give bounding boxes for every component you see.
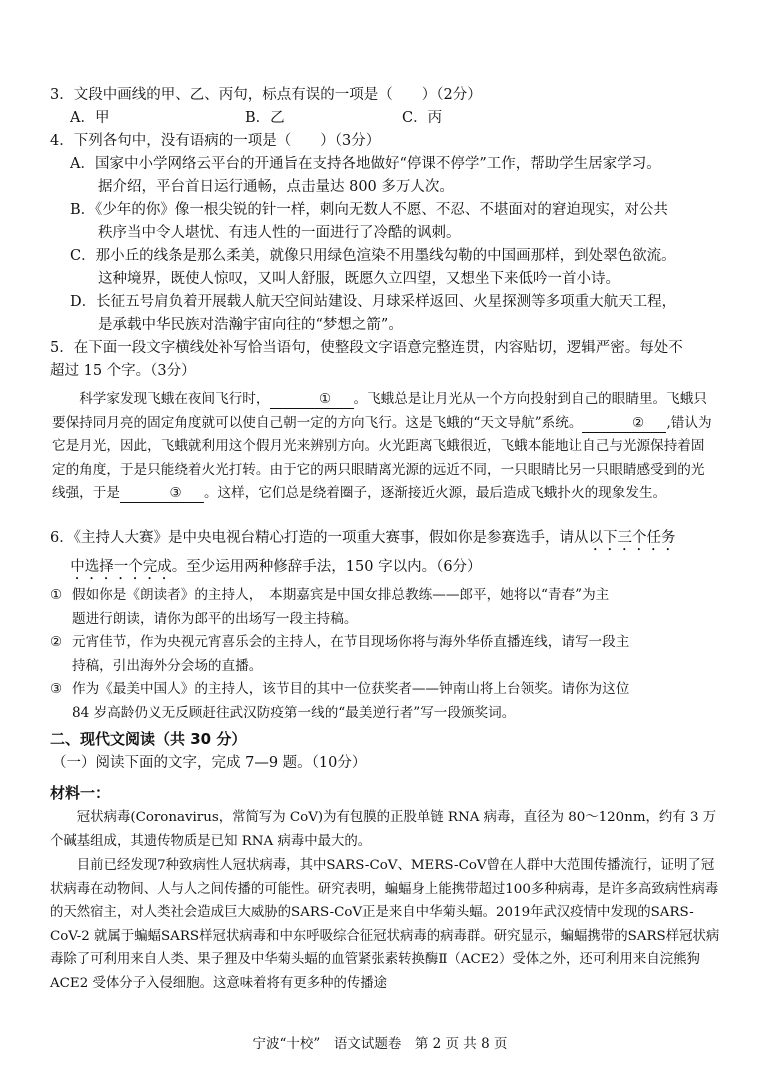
section-2-heading: 二、现代文阅读（共 30 分）	[50, 730, 247, 748]
task-2-line2: 持稿，引出海外分会场的直播。	[72, 658, 263, 674]
blank-1[interactable]: ①	[270, 390, 354, 409]
material-1-label: 材料一：	[50, 784, 111, 802]
question-6-emphasis-2: 中选择一个完成	[70, 559, 172, 575]
question-6-stem	[50, 525, 720, 583]
question-4-option-d: D．长征五号肩负着开展载人航天空间站建设、月球采样返回、火星探测等多项重大航天工程，	[70, 294, 677, 310]
task-3	[50, 677, 718, 725]
question-6-stem-b: 。至少运用两种修辞手法，150 字以内。（6分）	[171, 559, 482, 575]
task-2-line1: 元宵佳节，作为央视元宵喜乐会的主持人，在节目现场你将与海外华侨直播连线，请写一段主	[72, 634, 630, 650]
task-3-number: ③	[50, 681, 63, 697]
page-footer: 宁波“十校” 语文试题卷 第 2 页 共 8 页	[252, 1036, 508, 1052]
question-4-option-b: B．《少年的你》像一根尖锐的针一样，刺向无数人不愿、不忍、不堪面对的窘迫现实，对公共	[70, 202, 668, 218]
blank-3[interactable]: ③	[120, 484, 204, 503]
question-4-option-b-cont: 秩序当中令人堪忧、有违人性的一面进行了冷酷的讽刺。	[98, 225, 461, 241]
question-6-emphasis-1: 以下三个任务	[588, 530, 676, 546]
task-2-number: ②	[50, 634, 63, 650]
task-1-line1: 假如你是《朗读者》的主持人， 本期嘉宾是中国女排总教练——郎平，她将以“青春”为主	[72, 587, 610, 603]
blank-2[interactable]: ②	[582, 414, 666, 433]
task-3-line1: 作为《最美中国人》的主持人，该节目的其中一位获奖者——钟南山将上台领奖。请你为这位	[72, 681, 630, 697]
question-3-option-c: C．丙	[402, 110, 443, 126]
question-4-stem: 4．下列各句中，没有语病的一项是（ ）（3分）	[50, 133, 381, 149]
passage-text-3: ,错认为它是月光，因此，飞蛾就利用这个假月光来辨别方向。火光距离飞蛾很近，飞蛾本能地让自己与光源保持着固定的角度，于是只能绕着火光打转。由于它的两只眼睛离光源的远近不同，一只眼睛比另一只眼睛感受到的光线强，于是	[52, 414, 712, 502]
question-3-option-a: A．甲	[70, 110, 110, 126]
question-6-stem-a: 6．《主持人大赛》是中央电视台精心打造的一项重大赛事，假如你是参赛选手，请从	[50, 530, 589, 546]
question-5-stem-line2: 超过 15 个字。（3分）	[50, 363, 196, 379]
question-3-stem: 3．文段中画线的甲、乙、丙句，标点有误的一项是（ ）（2分）	[50, 87, 482, 103]
task-2	[50, 630, 718, 678]
material-1-para-2: 目前已经发现7种致病性人冠状病毒，其中SARS-CoV、MERS-CoV曾在人群中大范围传播流行，证明了冠状病毒在动物间、人与人之间传播的可能性。研究表明，蝙蝠身上能携带超过100多种病毒，是许多高致病性病毒的天然宿主，对人类社会造成巨大威胁的SARS-CoV正是来自中华菊头蝠。2019年武汉疫情中发现的SARS-CoV-2 就属于蝙蝠SARS样冠状病毒和中东呼吸综合征冠状病毒的病毒群。研究显示，蝙蝠携带的SARS样冠状病毒除了可利用来自人类、果子狸及中华菊头蝠的血管紧张素转换酶Ⅱ（ACE2）受体之外，还可利用来自浣熊狗ACE2 受体分子入侵细胞。这意味着将有更多种的传播途	[50, 858, 720, 991]
passage-text-4: 。这样，它们总是绕着圈子，逐渐接近火源，最后造成飞蛾扑火的现象发生。	[203, 485, 667, 502]
question-4-option-c-cont: 这种境界，既使人惊叹，又叫人舒服，既愿久立四望，又想坐下来低吟一首小诗。	[98, 271, 620, 287]
question-3-option-b: B．乙	[245, 110, 285, 126]
task-1-number: ①	[50, 587, 63, 603]
passage-text-2: 。飞蛾总是让月光从一个方向投射到自己的眼睛里。飞蛾只要保持同月亮的固定角度就可以使自己朝一定的方向飞行。这是飞蛾的“天文导航”系统。	[52, 391, 707, 431]
task-1	[50, 583, 718, 631]
section-2-subheading: （一）阅读下面的文字，完成 7—9 题。（10分）	[52, 755, 367, 771]
passage-text-1: 科学家发现飞蛾在夜间飞行时，	[79, 391, 270, 407]
material-1-para-1: 冠状病毒(Coronavirus，常简写为 CoV)为有包膜的正股单链 RNA 病毒，直径为 80～120nm，约有 3 万个碱基组成，其遗传物质是已知 RNA 病毒中最大的。	[50, 810, 717, 849]
question-4-option-c: C．那小丘的线条是那么柔美，就像只用绿色渲染不用墨线勾勒的中国画那样，到处翠色欲流。	[70, 248, 676, 264]
question-4-option-a: A．国家中小学网络云平台的开通旨在支持各地做好“停课不停学”工作，帮助学生居家学习。	[70, 156, 661, 172]
task-3-line2: 84 岁高龄仍义无反顾赶往武汉防疫第一线的“最美逆行者”写一段颁奖词。	[72, 705, 516, 721]
question-4-option-d-cont: 是承载中华民族对浩瀚宇宙向往的“梦想之箭”。	[98, 317, 403, 333]
question-5-passage	[52, 388, 714, 506]
question-5-stem-line1: 5．在下面一段文字横线处补写恰当语句，使整段文字语意完整连贯，内容贴切，逻辑严密。每处不	[50, 340, 683, 356]
task-1-line2: 题进行朗读，请你为郎平的出场写一段主持稿。	[72, 611, 358, 627]
question-4-option-a-cont: 据介绍，平台首日运行通畅，点击量达 800 多万人次。	[98, 179, 454, 195]
